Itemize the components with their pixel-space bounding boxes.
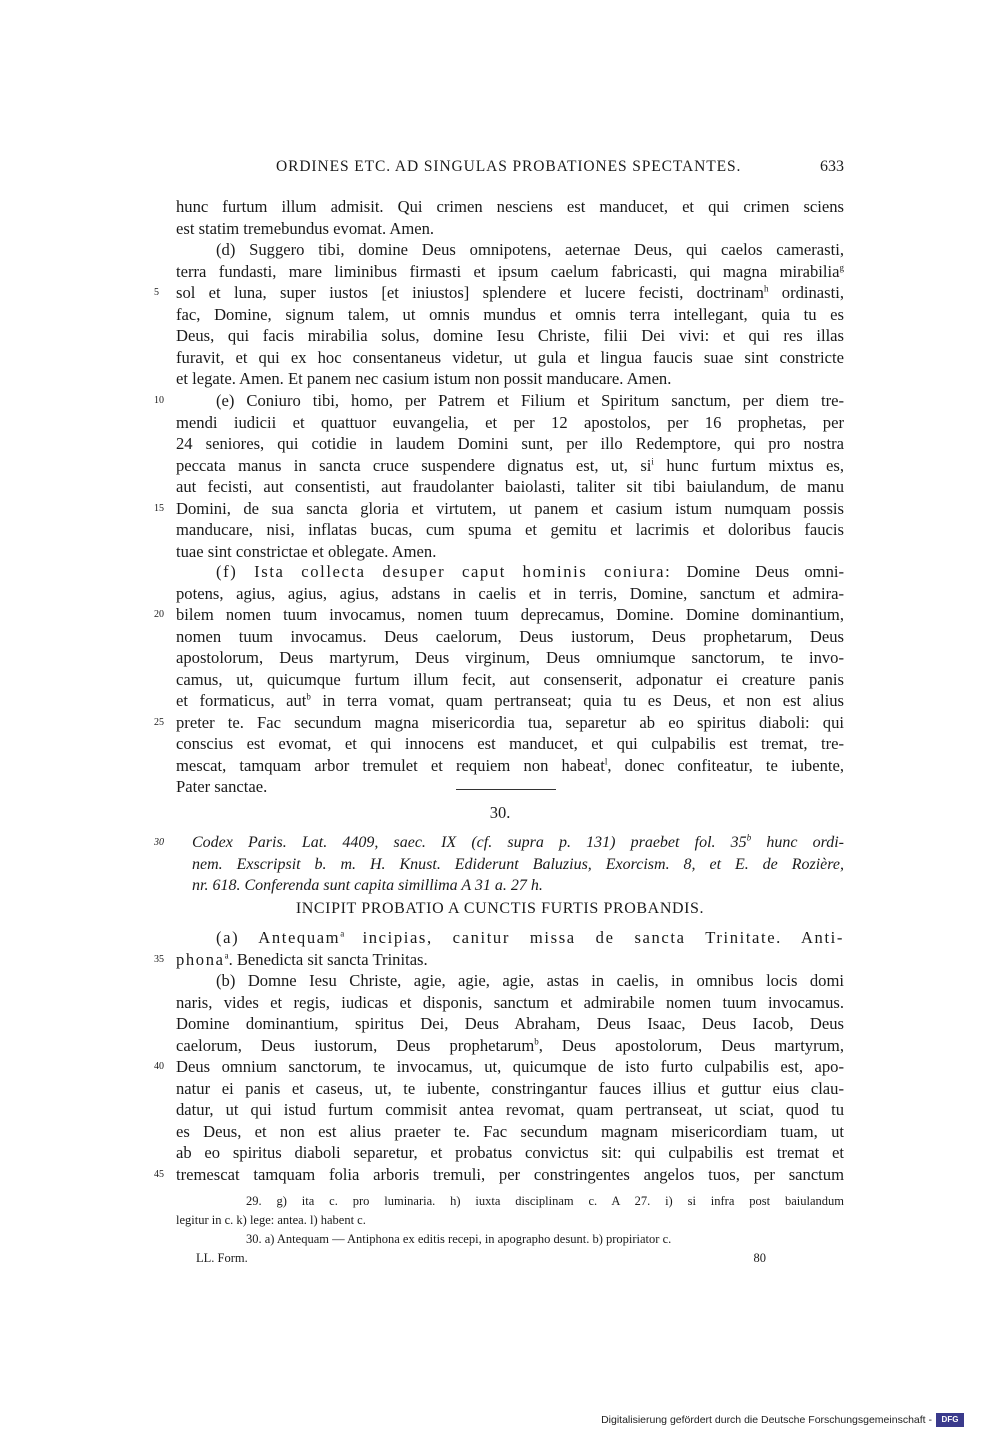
- text-line: 5 sol et luna, super iustos [et iniustos] splendere et lucere fecisti, doctrinam$^h$ ordinasti,: [154, 283, 844, 302]
- text-line: aut fecisti, aut consentisti, aut fraudolanter baiolasti, taliter sit tibi baiulandum, de manu: [176, 477, 844, 496]
- text-line: manducare, nisi, inflatas bucas, cum spuma et gemitu et lacrimis et doloribus faucis: [176, 520, 844, 539]
- text-line: 35 phona$^a$. Benedicta sit sancta Trinitas.: [154, 949, 428, 969]
- text-line: 24 seniores, qui cotidie in laudem Domini sunt, per illo Redemptore, qui pro nostra: [176, 434, 844, 453]
- text-line: tuae sint constrictae et oblegate. Amen.: [176, 541, 437, 561]
- text-line: (d) Suggero tibi, domine Deus omnipotens, aeternae Deus, qui caelos camerasti,: [216, 240, 844, 259]
- text-line: camus, ut, quicumque furtum illum fecit, aut consenserit, adponatur ei creature panis: [176, 669, 844, 689]
- dfg-logo-icon: DFG: [936, 1413, 964, 1427]
- running-title: ORDINES ETC. AD SINGULAS PROBATIONES SPECTANTES.: [276, 158, 742, 175]
- text-line: 15 Domini, de sua sancta gloria et virtutem, ut panem et casium istum numquam possis: [154, 498, 844, 518]
- text-line: mescat, tamquam arbor tremulet et requiem non habeat$^l$, donec confiteatur, te iubente,: [176, 755, 844, 775]
- source-note: [154, 832, 845, 897]
- footnote-mark: b: [306, 691, 311, 702]
- footnote-mark: a: [224, 949, 229, 960]
- footnote-mark: a: [340, 928, 345, 939]
- text-line: furavit, et qui ex hoc consentaneus videtur, ut gula et lingua faucis suae sint constricte: [176, 347, 844, 367]
- text-line: (b) Domne Iesu Christe, agie, agie, agie, astas in caelis, in omnibus locis domi: [216, 971, 844, 990]
- digitization-credit: [601, 1412, 964, 1428]
- text-line: est statim tremebundus evomat. Amen.: [176, 218, 435, 238]
- footnote-mark: l: [604, 755, 608, 766]
- text-line: conscius est evomat, et qui innocens est manducet, et qui culpabilis est tremat, tre-: [176, 734, 844, 753]
- paragraph-a: [154, 927, 844, 970]
- page-number: 633: [820, 158, 844, 175]
- text-line: es Deus, et non est alius praeter te. Fac secundum magnam misericordiam tuam, ut: [176, 1121, 844, 1141]
- section-divider: [456, 789, 556, 790]
- text-line: 25 preter te. Fac secundum magna misericordia tua, separetur ab eo spiritus diaboli: qui: [154, 712, 844, 732]
- section-heading: INCIPIT PROBATIO A CUNCTIS FURTIS PROBANDIS.: [295, 900, 705, 917]
- line-number: 40: [154, 1061, 164, 1072]
- continuation-paragraph: [176, 196, 844, 239]
- page-footer: [196, 1251, 766, 1271]
- credit-text: Digitalisierung gefördert durch die Deutsche Forschungsgemeinschaft -: [601, 1414, 932, 1426]
- footer-sheet-number: 80: [753, 1251, 766, 1265]
- paragraph-b: [154, 970, 844, 1185]
- text-line: (f) Ista collecta desuper caput hominis coniura: Domine Deus omni-: [216, 562, 844, 581]
- text-line: 10 (e) Coniuro tibi, homo, per Patrem et Filium et Spiritum sanctum, per diem tre-: [154, 391, 844, 410]
- text-line: natur ei panis et caseus, ut, te iubente, constringantur fauces illius et guttur eius clau-: [176, 1078, 844, 1098]
- footnotes-29: [176, 1192, 844, 1230]
- text-line: naris, vides et regis, iudicas et disponis, sanctum et admirabile nomen tuum invocamus.: [176, 992, 844, 1012]
- text-line: Domine dominantium, spiritus Dei, Deus Abraham, Deus Isaac, Deus Iacob, Deus: [176, 1014, 844, 1033]
- text-line: mendi iudicii et quattuor euvangelia, et per 12 apostolos, per 16 prophetas, per: [176, 412, 844, 432]
- text-line: Pater sanctae.: [176, 777, 268, 796]
- text-line: (a) Antequam$^a$ incipias, canitur missa de sancta Trinitate. Anti-: [216, 928, 844, 947]
- footnote-mark: h: [763, 283, 769, 294]
- text-line: 40 Deus omnium sanctorum, te invocamus, ut, quicumque de isto furto culpabilis est, apo-: [154, 1057, 844, 1076]
- footnote-mark: i: [651, 455, 654, 466]
- text-line: hunc furtum illum admisit. Qui crimen nesciens est manducet, et qui crimen sciens: [176, 197, 844, 216]
- text-line: 20 bilem nomen tuum invocamus, nomen tuum deprecamus, Domine. Domine dominantium,: [154, 605, 844, 624]
- line-number: 25: [154, 716, 164, 728]
- paragraph-e: [154, 390, 845, 562]
- paragraph-f: [154, 561, 845, 798]
- text-line: potens, agius, agius, agius, adstans in caelis et in terris, Domine, sanctum et admira-: [176, 583, 844, 603]
- text-line: 30 Codex Paris. Lat. 4409, saec. IX (cf. supra p. 131) praebet fol. 35$^b$ hunc ordi-: [192, 832, 844, 854]
- text-line: nomen tuum invocamus. Deus caelorum, Deus iustorum, Deus prophetarum, Deus: [176, 626, 844, 646]
- line-number: 20: [154, 609, 164, 620]
- footnote-line: 30. a) Antequam — Antiphona ex editis recepi, in apographo desunt. b) propiriator c.: [246, 1232, 672, 1246]
- text-line: et formaticus, aut$^b$ in terra vomat, quam pertranseat; quia tu es Deus, et non est alius: [176, 691, 845, 710]
- text-line: nem. Exscripsit b. m. H. Knust. Ediderunt Baluzius, Exorcism. 8, et E. de Rozière,: [192, 855, 844, 873]
- text-line: datur, ut qui istud furtum commisit antea revomat, quam pertranseat, ut sciat, quod tu: [176, 1100, 844, 1119]
- line-number: 5: [154, 287, 159, 298]
- text-line: 45 tremescat tamquam folia arboris tremuli, per constringentes angelos tuos, per sanctum: [154, 1164, 844, 1184]
- line-number: 45: [154, 1168, 164, 1180]
- text-line: fac, Domine, signum talem, ut omnis mundus et omnis terra intellegant, quia tu es: [176, 304, 844, 324]
- footer-signature: LL. Form.: [196, 1251, 248, 1265]
- footnote-line: legitur in c. k) lege: antea. l) habent c.: [176, 1213, 366, 1227]
- footnote-mark: b: [746, 832, 752, 843]
- line-number: 30: [154, 837, 164, 848]
- footnote-mark: g: [839, 261, 844, 272]
- text-line: apostolorum, Deus martyrum, Deus virginum, Deus omniumque sanctorum, te invo-: [176, 648, 844, 667]
- text-line: ab eo spiritus diaboli separetur, et probatus convictus sit: qui culpabilis est tremat et: [176, 1143, 844, 1162]
- footnotes-30: [176, 1230, 844, 1249]
- footnote-mark: b: [534, 1035, 539, 1046]
- line-number: 10: [154, 395, 164, 406]
- paragraph-d: [154, 239, 844, 390]
- text-line: terra fundasti, mare liminibus firmasti et ipsum caelum fabricasti, qui magna mirabilia$^g$: [176, 261, 844, 281]
- running-head: [176, 158, 844, 180]
- text-line: nr. 618. Conferenda sunt capita simillima A 31 a. 27 h.: [192, 877, 543, 894]
- text-line: peccata manus in sancta cruce suspendere dignatus est, ut, $si^i$ hunc furtum mixtus es,: [176, 455, 845, 475]
- line-number: 15: [154, 502, 164, 514]
- section-number: 30.: [489, 803, 511, 822]
- text-line: Deus, qui facis mirabilia solus, domine Iesu Christe, filii Dei vivi: et qui res illas: [176, 326, 844, 345]
- text-line: caelorum, Deus iustorum, Deus prophetarum$^b$, Deus apostolorum, Deus martyrum,: [176, 1035, 844, 1055]
- footnote-line: 29. g) ita c. pro luminaria. h) iuxta disciplinam c. A 27. i) si infra post baiulandum: [246, 1194, 844, 1208]
- line-number: 35: [154, 953, 164, 965]
- text-line: et legate. Amen. Et panem nec casium istum non possit manducare. Amen.: [176, 369, 672, 388]
